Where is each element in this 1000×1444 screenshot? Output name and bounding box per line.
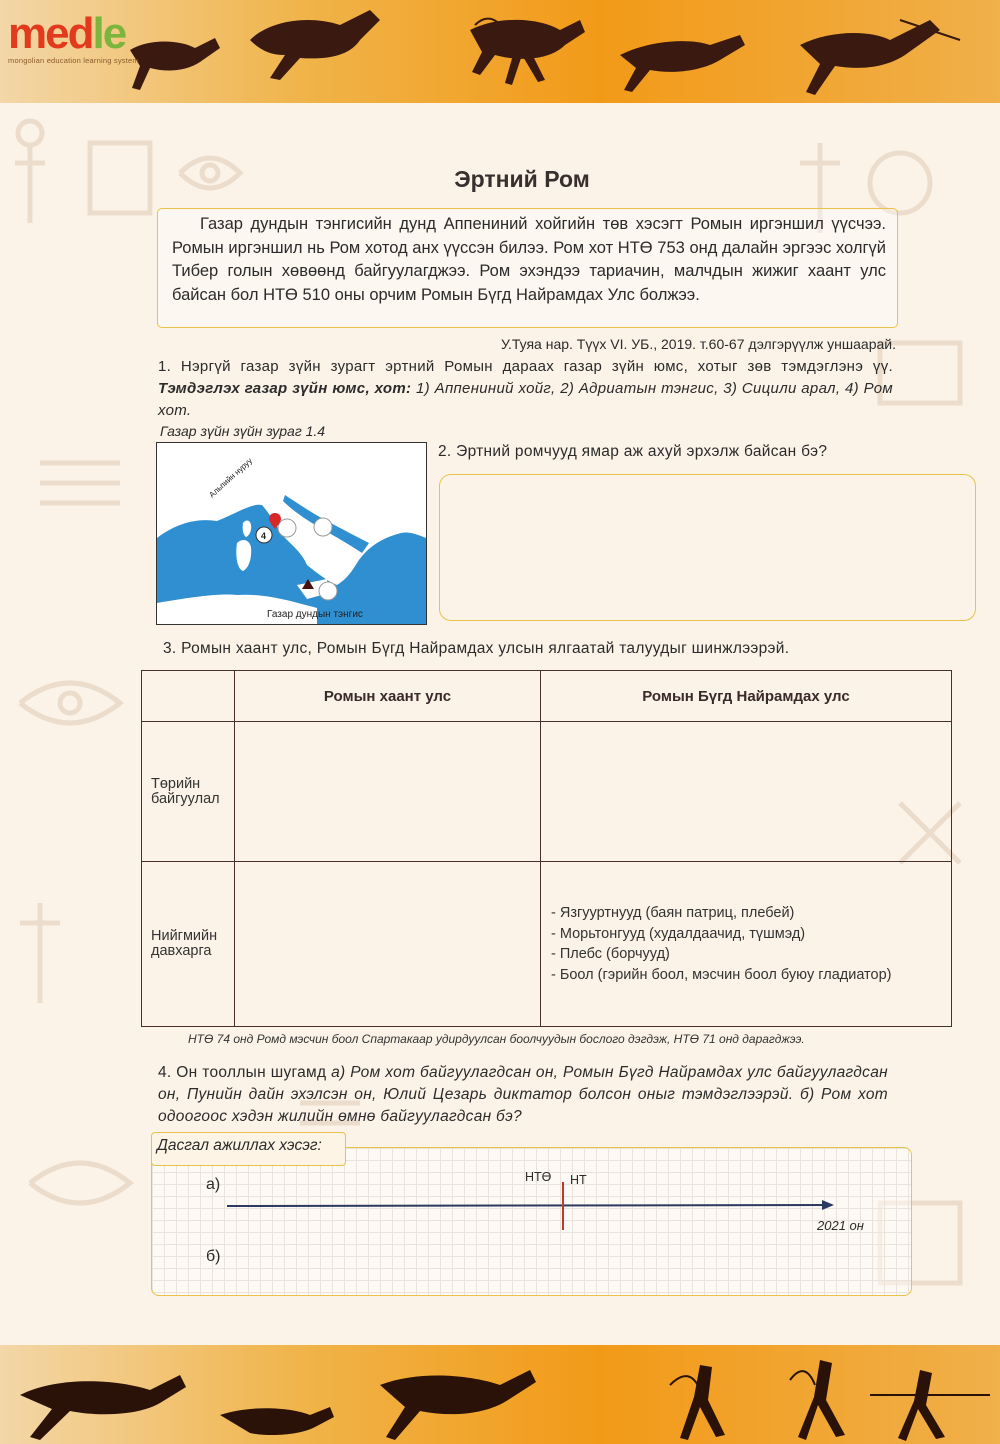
list-item: - Морьтонгууд (худалдаачид, түшмэд) [551,925,806,942]
table-row [142,722,952,862]
header-band [0,0,1000,103]
question-4-lead: 4. Он тооллын шугамд [158,1064,332,1081]
question-4 [158,1062,888,1128]
cave-painting-illustration [0,0,1000,103]
table-row [142,862,952,1027]
animal-figure [380,1370,536,1440]
question-1-items: 1) Аппениний хойг, 2) Адриатын тэнгис, 3) Сицили арал, 4) Ром хот. [158,380,893,419]
question-1-bold: Тэмдэглэх газар зүйн юмс, хот: [158,380,412,397]
exercise-work-area[interactable] [151,1147,912,1296]
answer-cell[interactable] [235,862,541,1027]
blank-map[interactable] [156,442,427,625]
question-2: 2. Эртний ромчууд ямар аж ахуй эрхэлж байсан бэ? [438,443,828,460]
table-corner-cell [142,671,235,722]
marker-circle [314,518,332,536]
table-header-row [142,671,952,722]
page-title: Эртний Ром [454,166,590,192]
intro-text-box [157,208,898,328]
map-label-sea: Газар дундын тэнгис [267,609,363,620]
question-3: 3. Ромын хаант улс, Ромын Бүгд Найрамдах улсын ялгаатай талуудыг шинжлээрэй. [163,640,790,657]
italy-map-graphic [157,443,426,624]
marker-circle [319,582,337,600]
intro-text: Газар дундын тэнгисийн дунд Аппениний хойгийн төв хэсэгт Ромын иргэншил үүсчээ. Ромын иргэншил нь Ром хотод анх үүссэн билээ. Ром хот НТӨ 753 онд далайн эргээс холгүй Тибер голын хөвөөнд байгуулагджээ. Ром эхэндээ тариачин, малчдын жижиг хаант улс байсан бол НТӨ 510 оны орчим Ромын Бүгд Найрамдах Улс болжээ. [172,215,886,304]
list-item: - Плебс (борчууд) [551,946,670,962]
animal-figure [20,1375,186,1440]
cave-painting-illustration [0,1345,1000,1444]
answer-cell[interactable] [541,722,952,862]
animal-figure [220,1407,334,1435]
logo-word-main: med [8,9,93,58]
answer-box-question-2[interactable] [439,474,976,621]
animal-figure [250,10,380,80]
comparison-table [141,670,952,1027]
footer-band [0,1345,1000,1444]
timeline-year-label: 2021 он [817,1218,864,1233]
animal-figure [620,35,745,92]
marker-circle [278,519,296,537]
timeline-bc-label: НТӨ [525,1170,552,1184]
question-1 [158,356,893,422]
row-a-label: а) [206,1176,221,1193]
exercise-area-label: Дасгал ажиллах хэсэг: [151,1132,346,1166]
list-item: - Язгууртнууд (баян патриц, плебей) [551,905,795,921]
medle-logo[interactable] [8,9,139,65]
social-classes-cell [541,862,952,1027]
list-item: - Боол (гэрийн боол, мэсчин боол буюу гладиатор) [551,966,892,983]
hunter-figure [898,1370,945,1441]
animal-figure [800,20,940,95]
map-caption: Газар зүйн зүйн зураг 1.4 [160,423,326,439]
map-label-mountains: Альпийн нуруу [207,456,255,500]
animal-figure [130,38,220,90]
answer-cell[interactable] [235,722,541,862]
column-header-republic: Ромын Бүгд Найрамдах улс [541,671,952,722]
question-4-part-a: а) Ром хот байгуулагдсан он, Ромын Бүгд Найрамдах улс байгуулагдсан он, Пунийн дайн эхэлсэн он, Юлий Цезарь диктатор болсон оныг тэмдэглээрэй. [158,1064,888,1103]
timeline-arrow-icon [822,1200,834,1210]
spartacus-note: НТӨ 74 онд Ромд мэсчин боол Спартакаар удирдуулсан боолчуудын бослого дэгдэж, НТӨ 71 онд дарагджээ. [188,1032,805,1046]
question-1-lead: 1. Нэргүй газар зүйн зурагт эртний Ромын дараах газар зүйн юмс, хотыг зөв тэмдэглэнэ үү. [158,358,893,375]
logo-tagline: mongolian education learning system [8,56,139,65]
question-4-part-b: б) Ром хот одоогоос хэдэн жилийн өмнө байгуулагдсан бэ? [158,1086,888,1125]
source-reference: У.Туяа нар. Түүх VI. УБ., 2019. т.60-67 дэлгэрүүлж уншаарай. [500,336,896,352]
map-marker-number: 4 [261,531,267,541]
column-header-kingdom: Ромын хаант улс [235,671,541,722]
timeline-ad-label: НТ [570,1173,587,1187]
logo-word-accent: le [92,9,126,58]
row-label-government: Төрийн байгуулал [142,722,235,862]
row-label-social-classes: Нийгмийн давхарга [142,862,235,1027]
row-b-label: б) [206,1248,221,1265]
